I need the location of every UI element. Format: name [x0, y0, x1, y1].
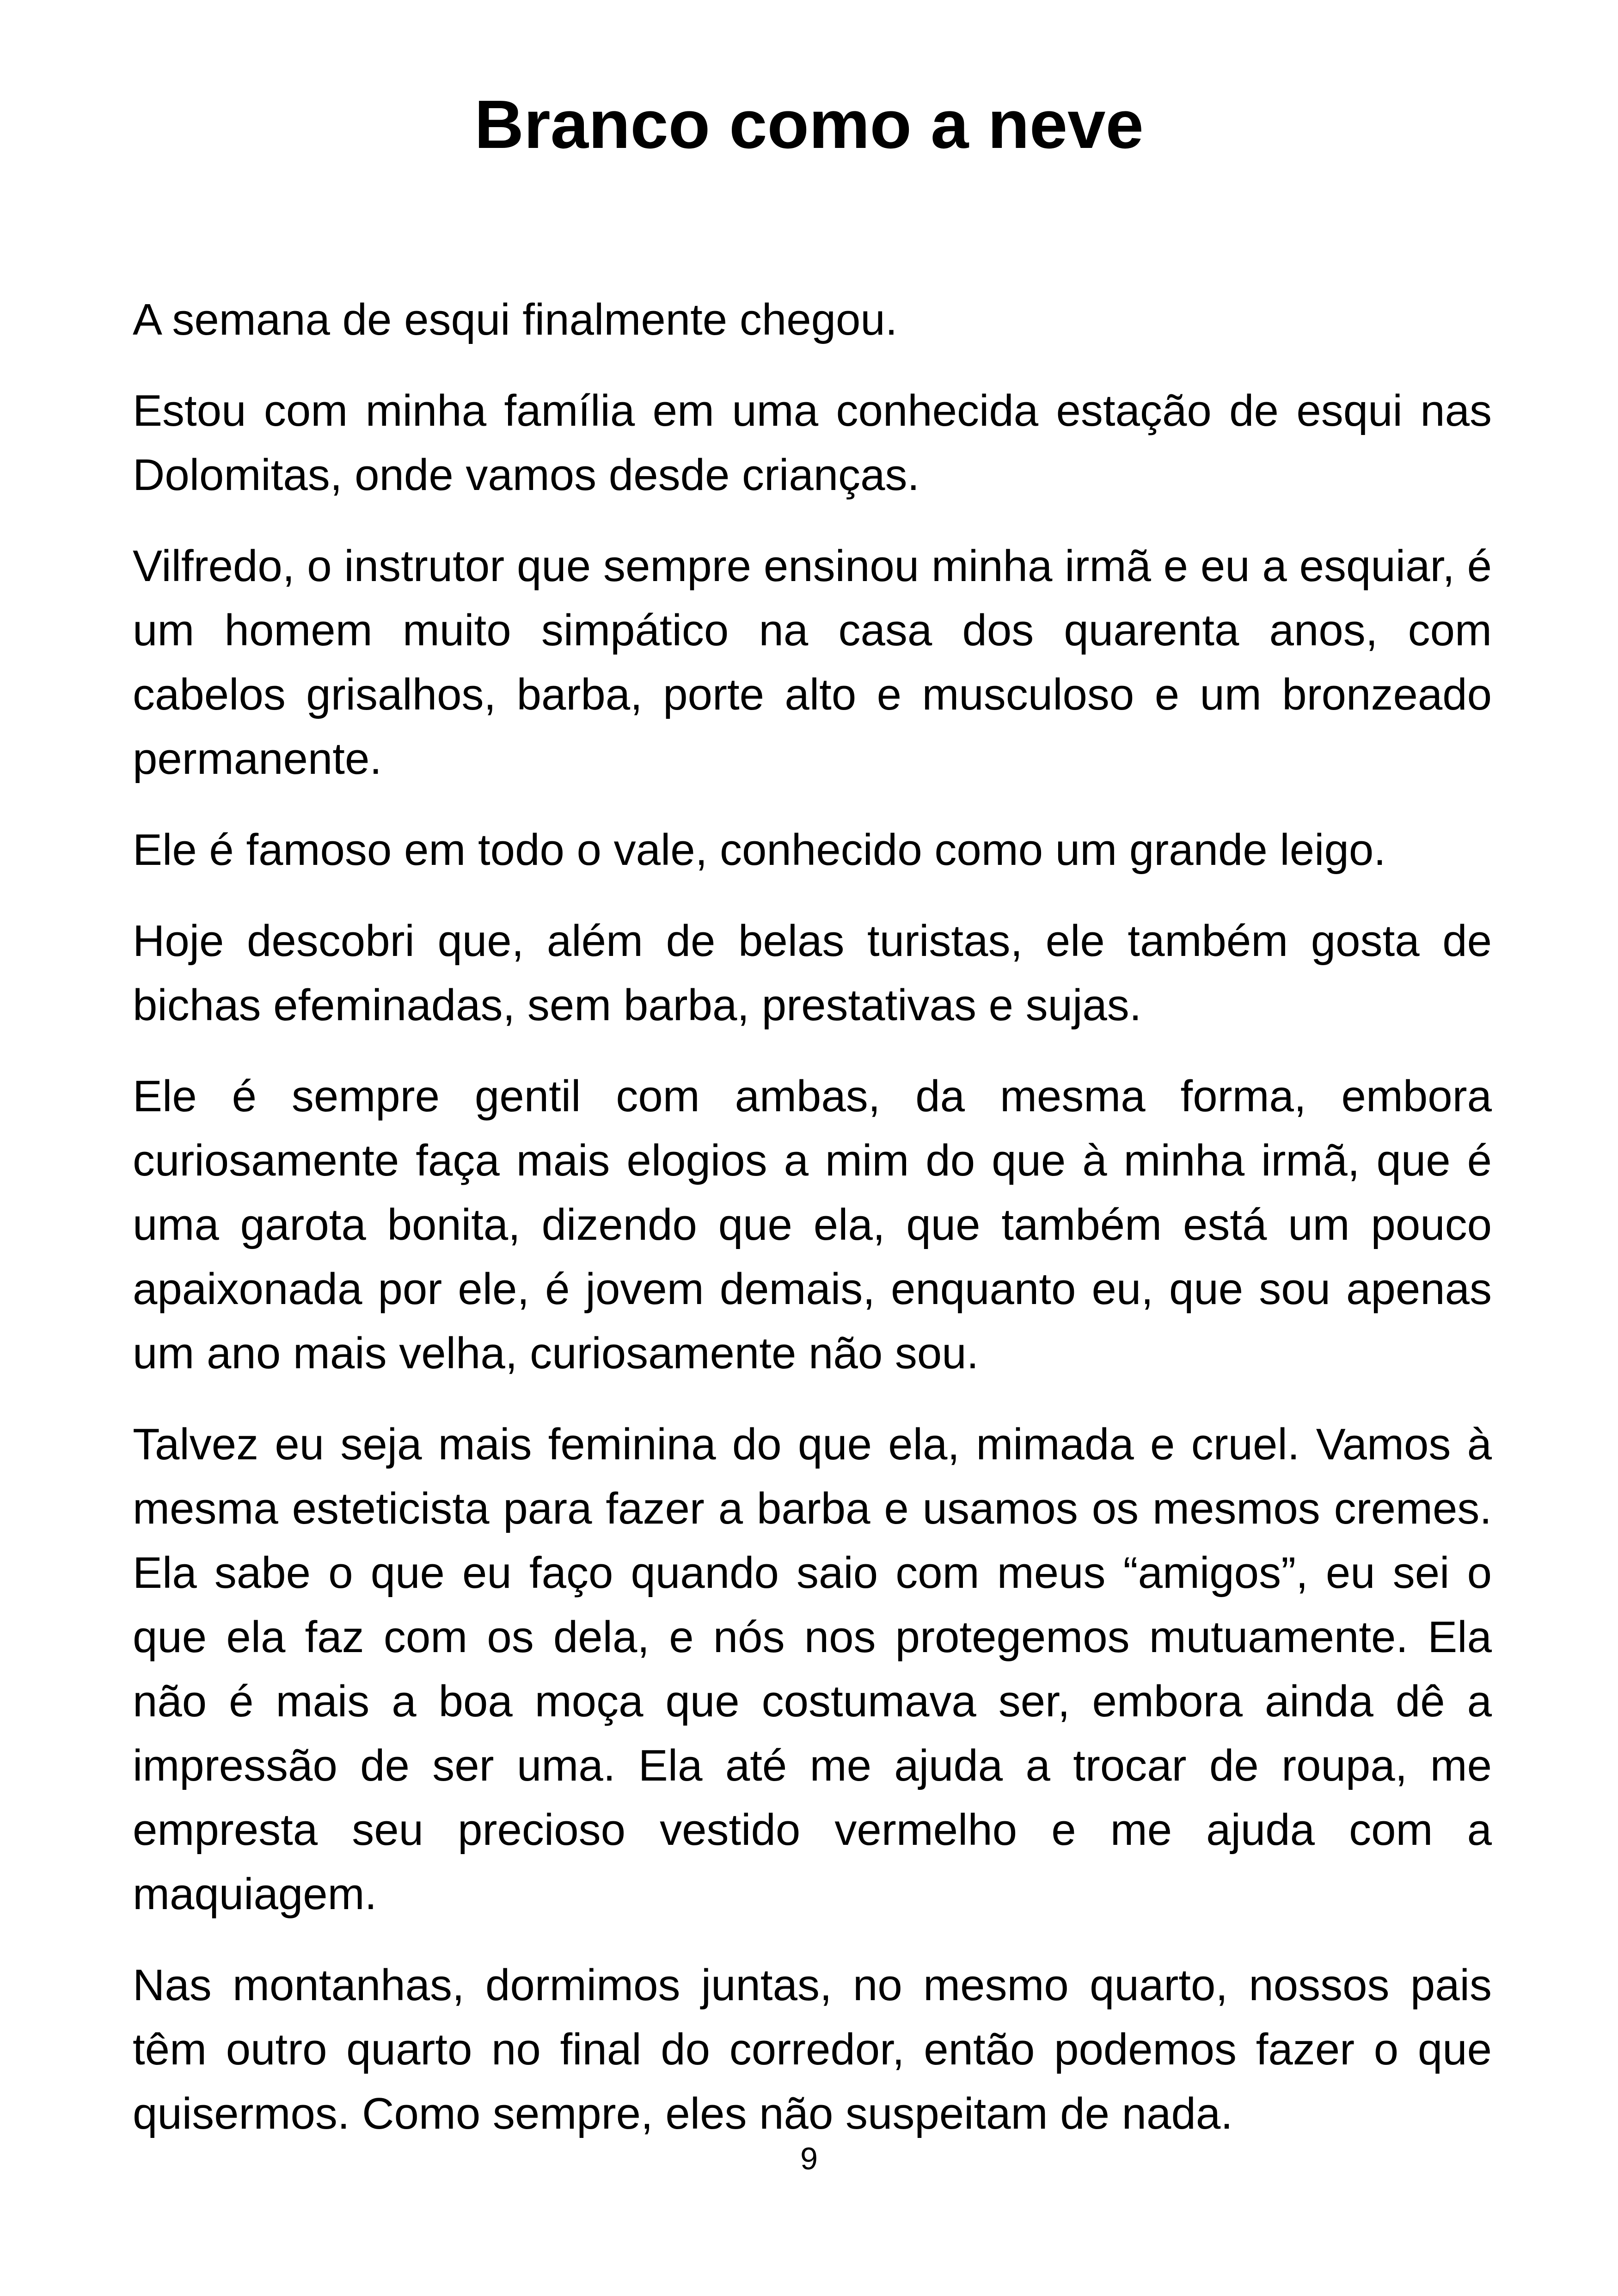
paragraph-2: Estou com minha família em uma conhecida estação de esqui nas Dolomitas, onde vamos desde crianças.: [133, 386, 1492, 500]
paragraph-5: Hoje descobri que, além de belas turistas, ele também gosta de bichas efeminadas, sem barba, prestativas e sujas.: [133, 916, 1492, 1030]
paragraph-7: Talvez eu seja mais feminina do que ela, mimada e cruel. Vamos à mesma esteticista para fazer a barba e usamos os mesmos cremes. Ela sabe o que eu faço quando saio com meus “amigos”, eu sei o que ela faz com os dela, e nós nos protegemos mutuamente. Ela não é mais a boa moça que costumava ser, embora ainda dê a impressão de ser uma. Ela até me ajuda a trocar de roupa, me empresta seu precioso vestido vermelho e me ajuda com a maquiagem.: [133, 1420, 1492, 1919]
paragraph-6: Ele é sempre gentil com ambas, da mesma forma, embora curiosamente faça mais elogios a mim do que à minha irmã, que é uma garota bonita, dizendo que ela, que também está um pouco apaixonada por ele, é jovem demais, enquanto eu, que sou apenas um ano mais velha, curiosamente não sou.: [133, 1071, 1492, 1378]
paragraph-8: Nas montanhas, dormimos juntas, no mesmo quarto, nossos pais têm outro quarto no final do corredor, então podemos fazer o que quisermos. Como sempre, eles não suspeitam de nada.: [133, 1960, 1492, 2138]
paragraph-4: Ele é famoso em todo o vale, conhecido como um grande leigo.: [133, 825, 1386, 875]
body-text: [133, 288, 1492, 2173]
paragraph-3: Vilfredo, o instrutor que sempre ensinou minha irmã e eu a esquiar, é um homem muito simpático na casa dos quarenta anos, com cabelos grisalhos, barba, porte alto e musculoso e um bronzeado permanente.: [133, 541, 1492, 784]
paragraph-1: A semana de esqui finalmente chegou.: [133, 295, 898, 344]
page-number: 9: [800, 2141, 818, 2176]
chapter-title: Branco como a neve: [474, 86, 1144, 163]
